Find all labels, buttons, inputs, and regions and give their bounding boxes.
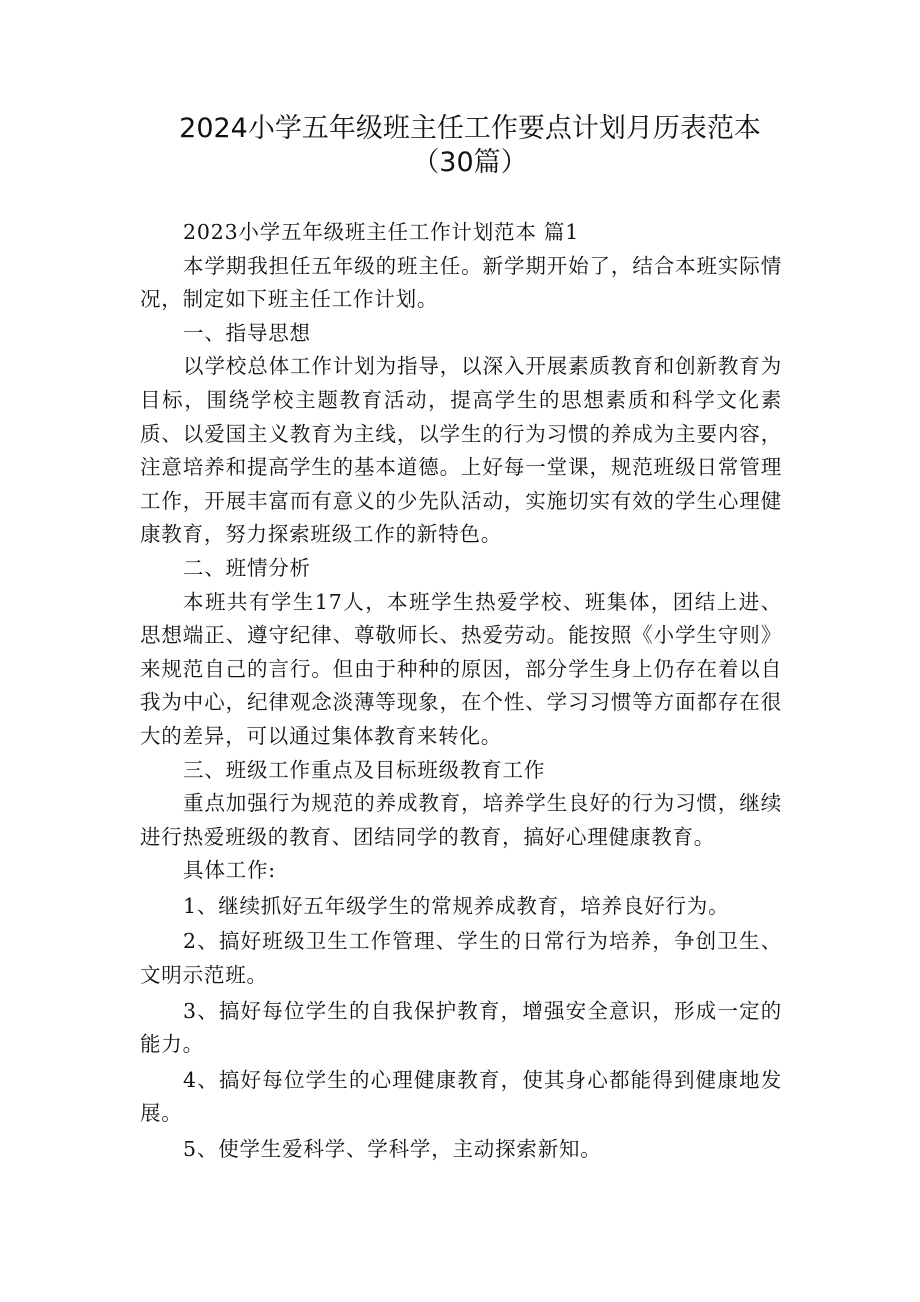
paragraph: 具体工作:: [183, 858, 276, 883]
list-item: 4、搞好每位学生的心理健康教育，使其身心都能得到健康地发展。: [140, 1067, 782, 1126]
paragraph: 本学期我担任五年级的班主任。新学期开始了，结合本班实际情况，制定如下班主任工作计划。: [140, 253, 782, 312]
paragraph: 本班共有学生17人，本班学生热爱学校、班集体，团结上进、思想端正、遵守纪律、尊敬师长、热爱劳动。能按照《小学生守则》来规范自己的言行。但由于种种的原因，部分学生身上仍存在着以自我为中心，纪律观念淡薄等现象，在个性、学习习惯等方面都存在很大的差异，可以通过集体教育来转化。: [140, 589, 782, 748]
list-item: 5、使学生爱科学、学科学，主动探索新知。: [183, 1137, 602, 1162]
document-title: 2024小学五年级班主任工作要点计划月历表范本（30篇）: [179, 113, 761, 178]
section-heading: 三、班级工作重点及目标班级教育工作: [183, 757, 546, 782]
list-item: 3、搞好每位学生的自我保护教育，增强安全意识，形成一定的能力。: [140, 998, 782, 1057]
list-item: 1、继续抓好五年级学生的常规养成教育，培养良好行为。: [183, 893, 730, 918]
section-heading: 一、指导思想: [183, 320, 311, 345]
document-body: [140, 216, 782, 1169]
paragraph: 重点加强行为规范的养成教育，培养学生良好的行为习惯，继续进行热爱班级的教育、团结同学的教育，搞好心理健康教育。: [140, 791, 782, 849]
paragraph: 以学校总体工作计划为指导，以深入开展素质教育和创新教育为目标，围绕学校主题教育活动，提高学生的思想素质和科学文化素质、以爱国主义教育为主线，以学生的行为习惯的养成为主要内容，注意培养和提高学生的基本道德。上好每一堂课，规范班级日常管理工作，开展丰富而有意义的少先队活动，实施切实有效的学生心理健康教育，努力探索班级工作的新特色。: [140, 354, 782, 547]
section-heading: 二、班情分析: [183, 555, 311, 580]
list-item: 2、搞好班级卫生工作管理、学生的日常行为培养，争创卫生、文明示范班。: [140, 929, 782, 988]
section-heading: 2023小学五年级班主任工作计划范本 篇1: [183, 220, 580, 244]
